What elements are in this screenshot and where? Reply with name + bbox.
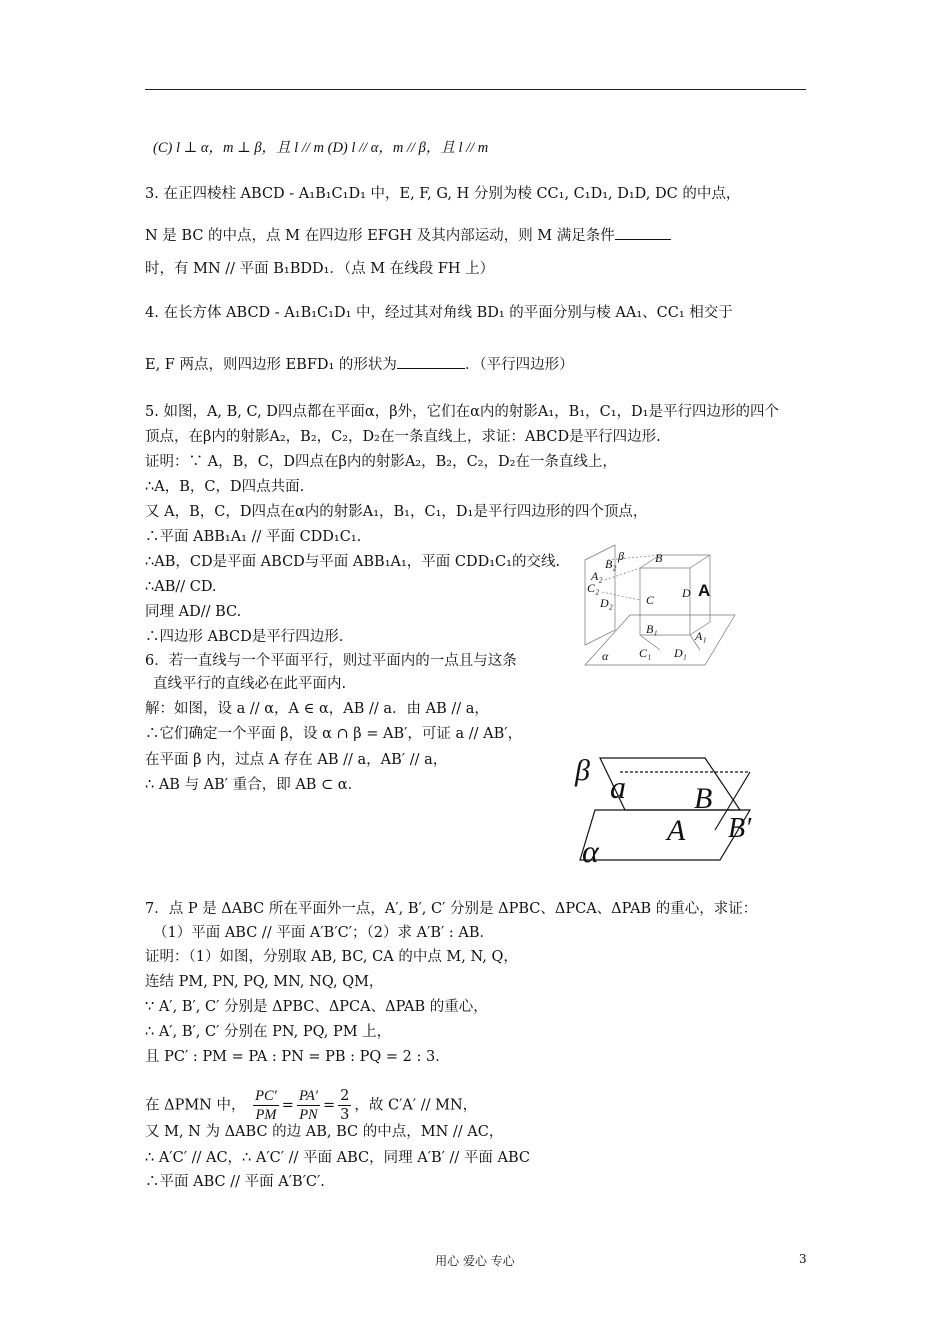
- text-line: ∴平面 ABB₁A₁ // 平面 CDD₁C₁.: [145, 529, 362, 545]
- label-A1: A₁: [695, 629, 707, 643]
- text-line: 连结 PM, PN, PQ, MN, NQ, QM，: [145, 974, 384, 990]
- text-line: 4. 在长方体 ABCD - A₁B₁C₁D₁ 中，经过其对角线 BD₁ 的平面分别与棱 AA₁、CC₁ 相交于: [145, 305, 733, 321]
- text-line: ∴四边形 ABCD是平行四边形.: [145, 629, 344, 645]
- label-C2: C₂: [587, 581, 600, 595]
- text-line: 且 PC′ : PM = PA : PN = PB : PQ = 2 : 3．: [145, 1049, 450, 1065]
- text-line: 解：如图，设 a // α，A ∈ α，AB // a．由 AB // a，: [145, 701, 489, 717]
- text-line: ∴AB，CD是平面 ABCD与平面 ABB₁A₁，平面 CDD₁C₁的交线.: [145, 554, 561, 570]
- text-line: ∴ A′C′ // AC，∴ A′C′ // 平面 ABC，同理 A′B′ // 平面 ABC: [145, 1150, 531, 1166]
- label-C1: C₁: [639, 646, 652, 660]
- fraction: $\frac{PA'}{PN}$: [298, 1088, 318, 1123]
- page-number: 3: [799, 1252, 807, 1266]
- planes-figure: [570, 750, 780, 870]
- text-line: 直线平行的直线必在此平面内.: [153, 676, 347, 692]
- text-line: 又 A，B，C，D四点在α内的射影A₁，B₁，C₁，D₁是平行四边形的四个顶点，: [145, 504, 648, 520]
- text-line: 5. 如图，A, B, C, D四点都在平面α，β外，它们在α内的射影A₁，B₁，C₁，D₁是平行四边形的四个: [145, 404, 779, 420]
- label-A-bold: A: [698, 581, 711, 600]
- text-line: E, F 两点，则四边形 EBFD₁ 的形状为 ．（平行四边形）: [145, 357, 574, 373]
- text-line: （1）平面 ABC // 平面 A′B′C′；（2）求 A′B′ : AB．: [153, 925, 495, 941]
- text-line: 在平面 β 内，过点 A 存在 AB // a，AB′ // a，: [145, 752, 448, 768]
- footer-text: 用心 爱心 专心: [435, 1254, 515, 1268]
- plane-alpha-outline: [580, 810, 750, 860]
- label-B-prime: B′: [728, 813, 752, 844]
- label-D2: D₂: [600, 596, 613, 610]
- text-line: 证明：∵ A，B，C，D四点在β内的射影A₂，B₂，C₂，D₂在一条直线上，: [145, 454, 617, 470]
- text-line: ∴平面 ABC // 平面 A′B′C′.: [145, 1174, 325, 1190]
- label-D: D: [682, 586, 691, 600]
- text-line: 6．若一直线与一个平面平行，则过平面内的一点且与这条: [145, 653, 517, 669]
- label-A: A: [667, 814, 686, 847]
- answer-blank: [615, 239, 671, 240]
- text-line: 顶点，在β内的射影A₂，B₂，C₂，D₂在一条直线上，求证：ABCD是平行四边形.: [145, 429, 661, 445]
- text-line: 7．点 P 是 ΔABC 所在平面外一点，A′, B′, C′ 分别是 ΔPBC、ΔPCA、ΔPAB 的重心，求证：: [145, 901, 758, 917]
- label-B: B: [655, 551, 663, 565]
- answer-blank: [397, 368, 465, 369]
- fraction: $\frac{2}{3}$: [340, 1088, 350, 1123]
- text-line: 在 ΔPMN 中， $\frac{PC'}{PM}$ = $\frac{PA'}{PN}$ = $\frac{2}{3}$ ，故 C′A′ // MN，: [145, 1088, 478, 1123]
- text-line: 同理 AD// BC.: [145, 604, 242, 620]
- header-rule: [145, 89, 806, 90]
- text-line: ∴它们确定一个平面 β，设 α ∩ β = AB′，可证 a // AB′，: [145, 726, 523, 742]
- text-line: (C) l ⊥ α，m ⊥ β，且 l // m (D) l // α，m // β，且 l // m: [153, 140, 489, 156]
- text-line: ∴AB// CD.: [145, 579, 217, 595]
- label-a: a: [610, 769, 626, 805]
- projection-figure: [560, 540, 735, 670]
- text-line: 3. 在正四棱柱 ABCD - A₁B₁C₁D₁ 中，E, F, G, H 分别为棱 CC₁, C₁D₁, D₁D, DC 的中点，: [145, 186, 741, 202]
- label-A2: A₂: [591, 569, 603, 583]
- label-alpha: α: [582, 833, 599, 869]
- label-D1: D₁: [674, 646, 687, 660]
- label-C: C: [646, 593, 655, 607]
- label-alpha: α: [602, 649, 609, 663]
- label-B2: B₂: [605, 557, 617, 571]
- fraction: $\frac{PC'}{PM}$: [255, 1088, 277, 1123]
- text-line: ∵ A′, B′, C′ 分别是 ΔPBC、ΔPCA、ΔPAB 的重心，: [145, 999, 488, 1015]
- label-B1: B₁: [646, 622, 658, 636]
- text-line: 证明：（1）如图，分别取 AB, BC, CA 的中点 M, N, Q，: [145, 949, 518, 965]
- text-line: ∴A，B，C，D四点共面.: [145, 479, 305, 495]
- label-beta: β: [575, 754, 590, 787]
- text-line: ∴ AB 与 AB′ 重合，即 AB ⊂ α．: [145, 777, 363, 793]
- text-line: 时，有 MN // 平面 B₁BDD₁．（点 M 在线段 FH 上）: [145, 261, 495, 277]
- text-line: 又 M, N 为 ΔABC 的边 AB, BC 的中点，MN // AC，: [145, 1124, 504, 1140]
- text-line: N 是 BC 的中点，点 M 在四边形 EFGH 及其内部运动，则 M 满足条件: [145, 227, 671, 245]
- label-B: B: [694, 782, 713, 815]
- label-beta: β: [618, 549, 624, 563]
- text-line: ∴ A′, B′, C′ 分别在 PN, PQ, PM 上，: [145, 1024, 392, 1040]
